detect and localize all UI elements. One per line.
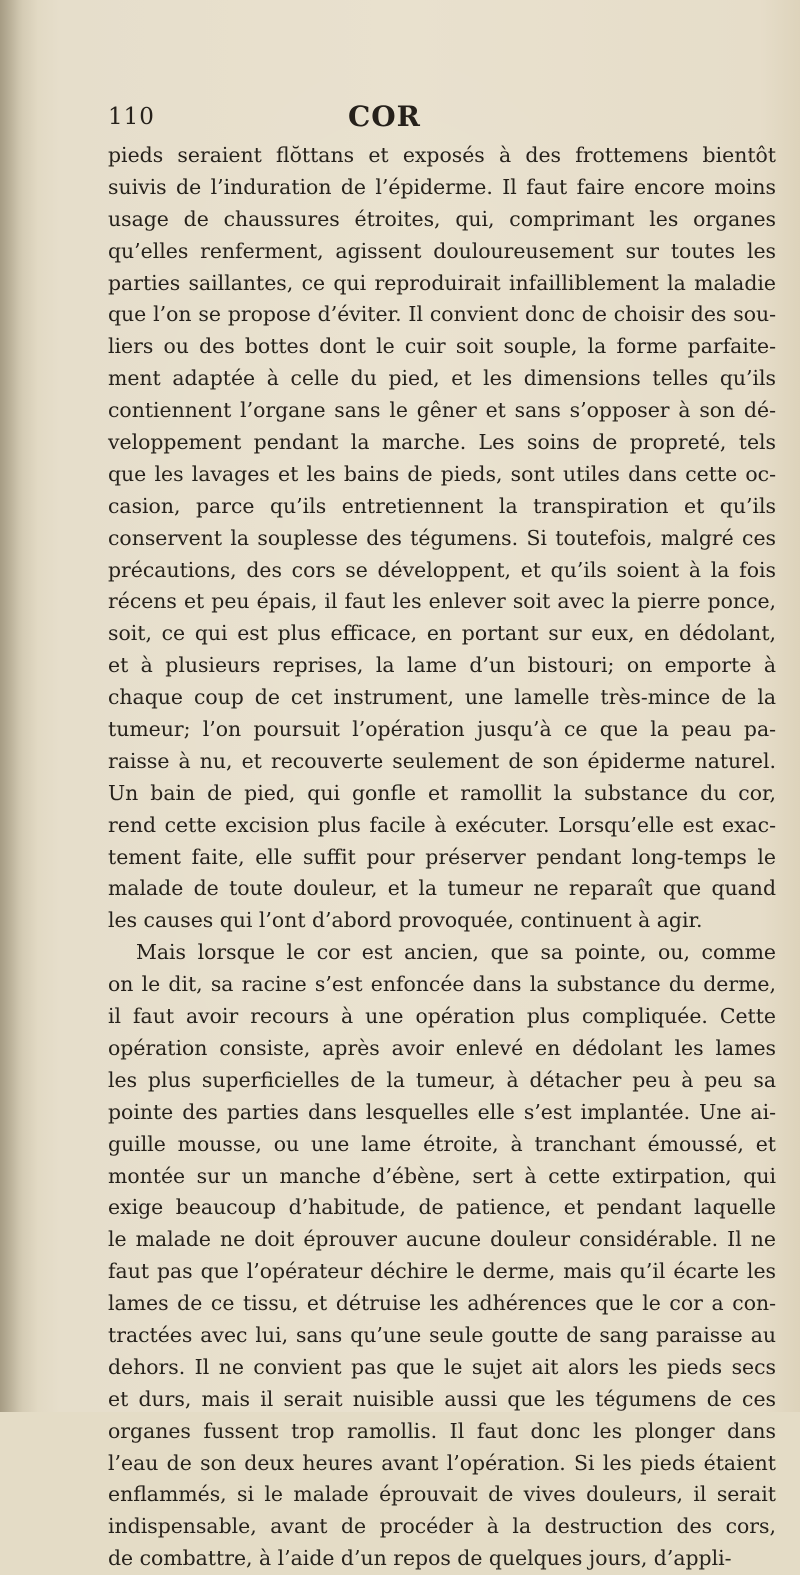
running-head [108, 100, 718, 140]
text-line: qu’elles renferment, agissent douloureusement sur toutes les [108, 238, 776, 263]
text-line: les causes qui l’ont d’abord provoquée, continuent à agir. [108, 908, 703, 933]
text-line: casion, parce qu’ils entretiennent la transpiration et qu’ils [108, 493, 776, 518]
text-line: l’eau de son deux heures avant l’opération. Si les pieds étaient [108, 1450, 776, 1475]
text-line: malade de toute douleur, et la tumeur ne reparaît que quand [108, 876, 776, 901]
text-line: suivis de l’induration de l’épiderme. Il faut faire encore moins [108, 174, 776, 199]
text-line: dehors. Il ne convient pas que le sujet ait alors les pieds secs [108, 1354, 776, 1379]
text-line: faut pas que l’opérateur déchire le derme, mais qu’il écarte les [108, 1259, 776, 1284]
text-line: exige beaucoup d’habitude, de patience, et pendant laquelle [108, 1195, 776, 1220]
text-line: opération consiste, après avoir enlevé en dédolant les lames [108, 1035, 776, 1060]
text-line: tumeur; l’on poursuit l’opération jusqu’à ce que la peau pa- [108, 717, 776, 742]
text-line: et à plusieurs reprises, la lame d’un bistouri; on emporte à [108, 653, 776, 678]
text-line: veloppement pendant la marche. Les soins de propreté, tels [108, 430, 776, 455]
text-line: guille mousse, ou une lame étroite, à tranchant émoussé, et [108, 1131, 776, 1156]
text-line: on le dit, sa racine s’est enfoncée dans la substance du derme, [108, 972, 776, 997]
page-number: 110 [108, 104, 155, 130]
text-line: chaque coup de cet instrument, une lamelle très-mince de la [108, 685, 776, 710]
text-line: usage de chaussures étroites, qui, comprimant les organes [108, 206, 776, 231]
text-line: ment adaptée à celle du pied, et les dimensions telles qu’ils [108, 366, 776, 391]
text-line: contiennent l’organe sans le gêner et sans s’opposer à son dé- [108, 398, 776, 423]
text-line: récens et peu épais, il faut les enlever soit avec la pierre ponce, [108, 589, 776, 614]
text-line: montée sur un manche d’ébène, sert à cette extirpation, qui [108, 1163, 776, 1188]
text-line: que l’on se propose d’éviter. Il convient donc de choisir des sou- [108, 302, 776, 327]
page-fold-shadow [0, 0, 38, 1412]
text-line: précautions, des cors se développent, et qu’ils soient à la fois [108, 557, 776, 582]
text-line: enflammés, si le malade éprouvait de vives douleurs, il serait [108, 1482, 776, 1507]
text-line: Mais lorsque le cor est ancien, que sa pointe, ou, comme [136, 940, 776, 965]
body-text [108, 140, 776, 1575]
text-line: organes fussent trop ramollis. Il faut donc les plonger dans [108, 1418, 776, 1443]
text-line: les plus superficielles de la tumeur, à détacher peu à peu sa [108, 1067, 776, 1092]
text-line: pointe des parties dans lesquelles elle s’est implantée. Une ai- [108, 1099, 776, 1124]
text-line: raisse à nu, et recouverte seulement de son épiderme naturel. [108, 748, 776, 773]
text-line: tractées avec lui, sans qu’une seule goutte de sang paraisse au [108, 1322, 776, 1347]
text-line: liers ou des bottes dont le cuir soit souple, la forme parfaite- [108, 334, 776, 359]
text-line: parties saillantes, ce qui reproduirait infailliblement la maladie [108, 270, 776, 295]
text-line: soit, ce qui est plus efficace, en portant sur eux, en dédolant, [108, 621, 776, 646]
text-line: conservent la souplesse des tégumens. Si toutefois, malgré ces [108, 525, 776, 550]
text-line: que les lavages et les bains de pieds, sont utiles dans cette oc- [108, 461, 776, 486]
text-line: pieds seraient flŏttans et exposés à des frottemens bientôt [108, 143, 776, 167]
text-line: tement faite, elle suffit pour préserver pendant long-temps le [108, 844, 776, 869]
text-line: rend cette excision plus facile à exécuter. Lorsqu’elle est exac- [108, 812, 776, 837]
text-line: indispensable, avant de procéder à la destruction des cors, [108, 1514, 776, 1539]
text-line: de combattre, à l’aide d’un repos de quelques jours, d’appli- [108, 1546, 732, 1571]
text-line: et durs, mais il serait nuisible aussi que les tégumens de ces [108, 1386, 776, 1411]
text-line: il faut avoir recours à une opération plus compliquée. Cette [108, 1004, 776, 1029]
text-line: Un bain de pied, qui gonfle et ramollit la substance du cor, [108, 780, 776, 805]
text-line: le malade ne doit éprouver aucune douleur considérable. Il ne [108, 1227, 776, 1252]
running-head-title: COR [348, 100, 421, 133]
text-line: lames de ce tissu, et détruise les adhérences que le cor a con- [108, 1291, 776, 1316]
